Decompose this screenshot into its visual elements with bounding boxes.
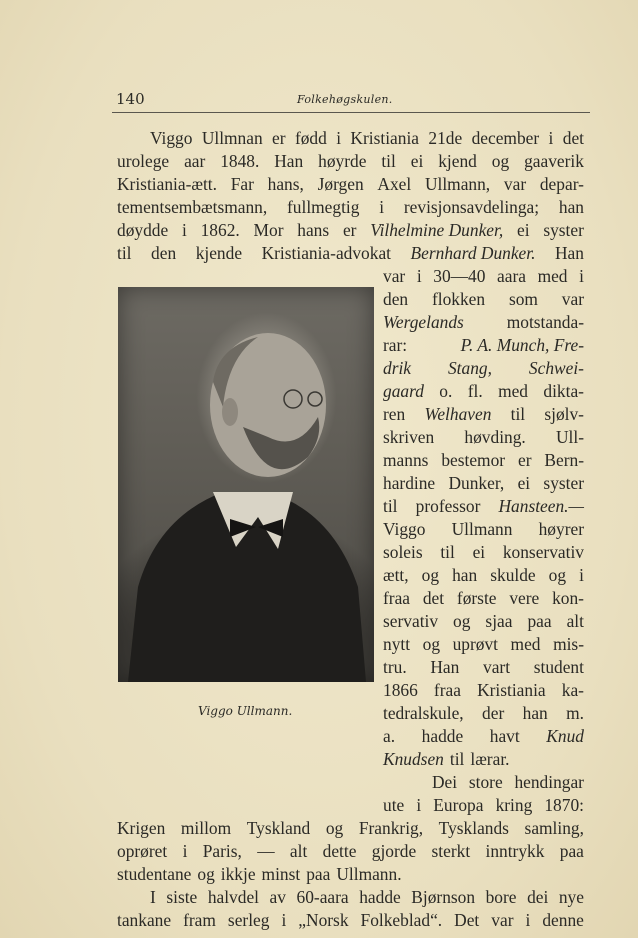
word: 1870: (544, 795, 584, 815)
word: 21de (428, 128, 463, 148)
word: i (379, 197, 385, 217)
word: m. (566, 703, 584, 723)
word: serleg (227, 910, 270, 930)
word: vere (509, 588, 540, 608)
word: sterkt (431, 841, 471, 861)
emphasis-name: Knudsen (383, 749, 444, 769)
word: Bern- (544, 450, 584, 470)
word: Tysklands (438, 818, 509, 838)
word: Stang, (447, 358, 492, 378)
word: uprøvt (452, 634, 498, 654)
word: han (452, 565, 478, 585)
word: i (579, 266, 584, 286)
text-line (383, 565, 584, 585)
word: ikkje (220, 864, 256, 884)
word: tankane (117, 910, 172, 930)
word: revisjonsavdelinga; (403, 197, 540, 217)
word: var (383, 266, 406, 286)
word: og (453, 611, 471, 631)
text-line (383, 726, 584, 746)
emphasis-name: Welhaven (424, 404, 492, 424)
word: fødd (294, 128, 327, 148)
word: i (416, 266, 422, 286)
portrait-photo (118, 287, 374, 682)
word: i (579, 565, 584, 585)
text-line (150, 128, 584, 148)
word: dette (322, 841, 357, 861)
word: ka- (561, 680, 584, 700)
word: med (498, 381, 529, 401)
emphasis-name: Vilhelmine Dunker, (370, 220, 504, 240)
word: studentane (117, 864, 192, 884)
word: alt (289, 841, 308, 861)
word: nye (558, 887, 584, 907)
text-line (383, 749, 584, 769)
word: millom (180, 818, 232, 838)
text-line (383, 588, 584, 608)
word: Kristiania (350, 128, 419, 148)
word: som (508, 289, 538, 309)
word: Han (430, 657, 460, 677)
word: til (440, 542, 455, 562)
word: til (117, 243, 132, 263)
word: rar: (383, 335, 408, 355)
word: til (449, 749, 465, 769)
word: Mor (253, 220, 284, 240)
text-line (117, 174, 584, 194)
word: urolege (117, 151, 170, 171)
word: a. (383, 726, 396, 746)
word: Det (454, 910, 480, 930)
word: siste (166, 887, 198, 907)
word: fullmegtig (287, 197, 360, 217)
word: Dunker, (448, 473, 505, 493)
word: o. (439, 381, 453, 401)
word: det (562, 128, 584, 148)
word: ei (517, 473, 531, 493)
word: i (281, 910, 287, 930)
page-header (112, 90, 590, 113)
word: Viggo (150, 128, 193, 148)
text-line (383, 680, 584, 700)
word: dikta- (543, 381, 584, 401)
emphasis-name: Bernhard Dunker. (410, 243, 536, 263)
word: dei (527, 887, 549, 907)
word: havt (489, 726, 520, 746)
word: aara (497, 266, 526, 286)
word: fraa (433, 680, 461, 700)
word: 1862. (200, 220, 240, 240)
word: er (272, 128, 286, 148)
word: Axel (377, 174, 412, 194)
word: kjende (195, 243, 243, 263)
word: samling, (524, 818, 584, 838)
word: Paris, (202, 841, 242, 861)
word: den (383, 289, 409, 309)
emphasis-name: Wergelands (383, 312, 464, 332)
word: paa (559, 841, 584, 861)
word: soleis (383, 542, 423, 562)
word: paa (527, 611, 552, 631)
text-line (383, 473, 584, 493)
word: med (537, 266, 568, 286)
word: kon- (552, 588, 584, 608)
text-line (383, 381, 584, 401)
word: lærar. (470, 749, 510, 769)
word: gjorde (371, 841, 417, 861)
word: gaaverik (524, 151, 584, 171)
word: 1848. (220, 151, 260, 171)
page-number: 140 (116, 90, 145, 108)
word: hadde (359, 887, 401, 907)
word: hardine (383, 473, 436, 493)
word: skulde (490, 565, 536, 585)
text-line (383, 795, 584, 815)
word: Han (555, 243, 584, 263)
word: av (269, 887, 286, 907)
word: var (561, 289, 584, 309)
word: 60-aara (296, 887, 349, 907)
word: er (517, 450, 532, 470)
text-line (150, 887, 584, 907)
word: med (510, 634, 541, 654)
word: syster (543, 473, 584, 493)
word: sjaa (485, 611, 513, 631)
word: oprøret (117, 841, 168, 861)
word: december (471, 128, 540, 148)
word: han (558, 197, 584, 217)
word: Far (230, 174, 254, 194)
word: servativ (383, 611, 439, 631)
text-line (383, 542, 584, 562)
word: ute (383, 795, 405, 815)
word: i (181, 220, 187, 240)
word: Ullmann, (424, 174, 491, 194)
word: bestemor (441, 450, 506, 470)
text-line (117, 910, 584, 930)
word: depar- (539, 174, 584, 194)
word: sjølv- (544, 404, 584, 424)
word: paa (306, 864, 331, 884)
word: og (491, 151, 510, 171)
word: konservativ (502, 542, 584, 562)
text-line (117, 220, 584, 240)
word: hadde (421, 726, 464, 746)
word: store (468, 772, 503, 792)
word: Kristiania (477, 680, 546, 700)
word: Kristiania-advokat (261, 243, 391, 263)
word: tedralskule, (383, 703, 464, 723)
emphasis-name: Knud (546, 726, 584, 746)
text-line (432, 772, 584, 792)
word: ætt, (383, 565, 409, 585)
word: og (422, 634, 441, 654)
word: og (325, 818, 344, 838)
word: Jørgen (317, 174, 364, 194)
word: denne (542, 910, 584, 930)
word: vart (483, 657, 511, 677)
word: hendingar (514, 772, 584, 792)
word: ei (410, 151, 424, 171)
word: ren (383, 404, 406, 424)
word: høyrer (538, 519, 584, 539)
word: høyrde (318, 151, 367, 171)
text-line (383, 404, 584, 424)
word: skriven (383, 427, 435, 447)
text-line (383, 289, 584, 309)
word: høvding. (464, 427, 526, 447)
word: Folkeblad“. (360, 910, 443, 930)
word: mis- (553, 634, 584, 654)
word: til (510, 404, 526, 424)
text-line (383, 450, 584, 470)
word: nytt (383, 634, 411, 654)
word: er (342, 220, 357, 240)
text-line (383, 496, 584, 516)
text-line (383, 266, 584, 286)
word: I (150, 887, 156, 907)
text-line (117, 818, 584, 838)
word: til (383, 496, 398, 516)
word: professor (415, 496, 481, 516)
emphasis-name: gaard (383, 381, 424, 401)
text-line (383, 657, 584, 677)
word: aar (184, 151, 206, 171)
word: det (422, 588, 445, 608)
word: fram (183, 910, 216, 930)
word: til (381, 151, 396, 171)
word: tru. (383, 657, 407, 677)
word: der (482, 703, 505, 723)
word: manns (383, 450, 429, 470)
running-title: Folkehøgskulen. (297, 93, 393, 106)
word: døydde (117, 220, 169, 240)
word: Han (274, 151, 304, 171)
word: Ullmann. (336, 864, 402, 884)
word: og (421, 565, 440, 585)
word: drik (383, 358, 412, 378)
text-line (117, 151, 584, 171)
word: var (491, 910, 514, 930)
word: kring (495, 795, 533, 815)
word: Krigen (117, 818, 166, 838)
word: i (525, 910, 531, 930)
word: ei (472, 542, 486, 562)
word: Europa (433, 795, 484, 815)
word: Ullmann (451, 519, 513, 539)
portrait-illustration (118, 287, 374, 682)
text-line (117, 243, 584, 263)
word: ei (516, 220, 530, 240)
word: og (548, 565, 567, 585)
text-line (383, 335, 584, 355)
word: — (257, 841, 275, 861)
emphasis-name: P. A. Munch, Fre- (460, 335, 584, 355)
word: kjend (438, 151, 477, 171)
word: tementsembætsmann, (117, 197, 268, 217)
text-line (117, 864, 584, 884)
word: den (151, 243, 177, 263)
word: alt (566, 611, 584, 631)
word: Viggo (383, 519, 426, 539)
word: „Norsk (298, 910, 349, 930)
word: bore (485, 887, 517, 907)
word: Bjørnson (411, 887, 476, 907)
text-line (383, 611, 584, 631)
word: hans (297, 220, 330, 240)
word: fraa (383, 588, 411, 608)
word: Schwei- (528, 358, 584, 378)
word: 30—40 (433, 266, 486, 286)
word: Dei (432, 772, 458, 792)
word: i (416, 795, 422, 815)
word: Ullmnan (201, 128, 263, 148)
emphasis-name: Hansteen.— (498, 496, 584, 516)
word: første (456, 588, 497, 608)
word: Tyskland (246, 818, 311, 838)
text-line (117, 841, 584, 861)
word: hans, (267, 174, 304, 194)
word: syster (543, 220, 584, 240)
word: halvdel (207, 887, 259, 907)
word: flokken (431, 289, 486, 309)
text-line (383, 427, 584, 447)
text-line (383, 634, 584, 654)
word: og (197, 864, 215, 884)
word: i (182, 841, 188, 861)
word: inntrykk (485, 841, 545, 861)
text-line (383, 519, 584, 539)
word: i (336, 128, 342, 148)
word: student (533, 657, 584, 677)
word: var (503, 174, 527, 194)
word: 1866 (383, 680, 418, 700)
word: i (548, 128, 554, 148)
text-line (117, 197, 584, 217)
word: Kristiania-ætt. (117, 174, 217, 194)
text-line (383, 358, 584, 378)
text-line (383, 312, 584, 332)
word: Frankrig, (358, 818, 424, 838)
word: han (522, 703, 548, 723)
word: Ull- (555, 427, 584, 447)
word: fl. (467, 381, 483, 401)
word: motstanda- (506, 312, 584, 332)
photo-caption: Viggo Ullmann. (198, 704, 293, 718)
word: minst (261, 864, 301, 884)
text-line (383, 703, 584, 723)
